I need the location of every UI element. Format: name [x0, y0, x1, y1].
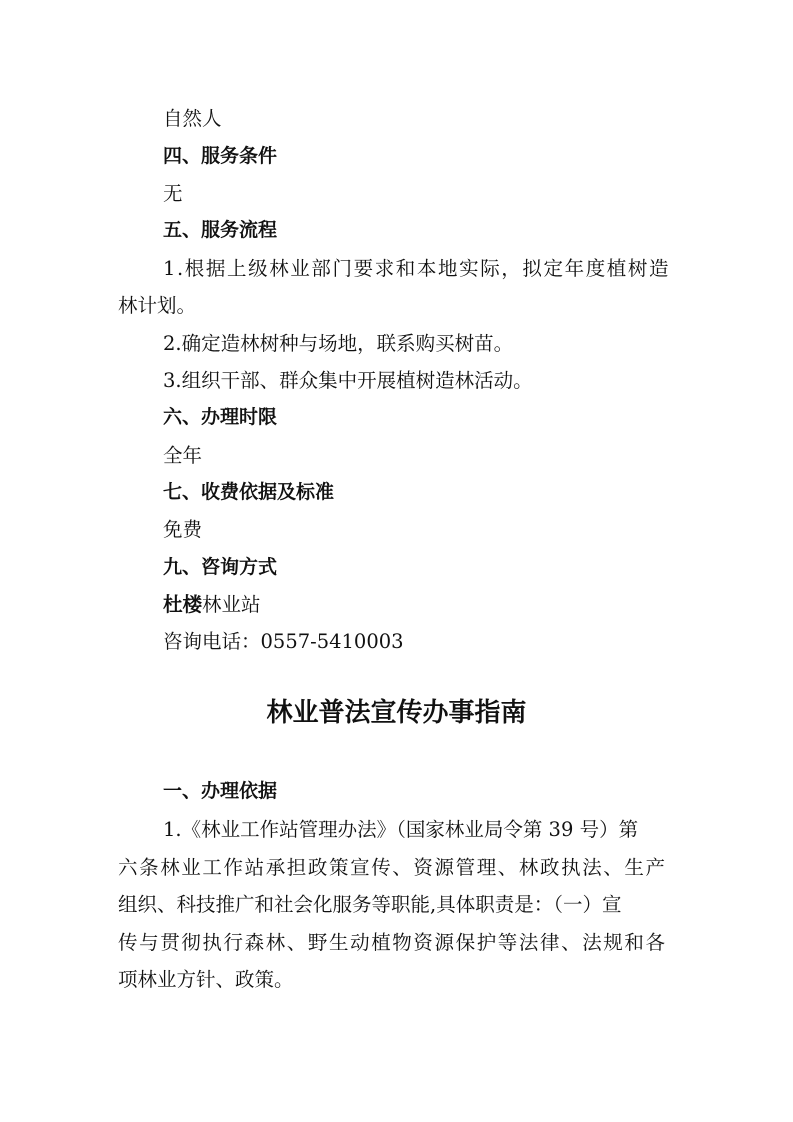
process-step-3: 3.组织干部、群众集中开展植树造林活动。: [163, 369, 533, 392]
basis-line-3: 组织、科技推广和社会化服务等职能,具体职责是：（一）宣: [118, 893, 622, 916]
basis-line-5: 项林业方针、政策。: [118, 968, 294, 991]
section-heading-time: 六、办理时限: [163, 406, 278, 428]
consult-org: [0, 586, 793, 623]
fee-text: 免费: [163, 518, 203, 541]
section-heading-fee: 七、收费依据及标准: [163, 481, 335, 503]
conditions-text: 无: [163, 182, 183, 205]
basis-line-1: 1.《林业工作站管理办法》（国家林业局令第 39 号）第: [163, 818, 639, 841]
section-heading-consult: 九、咨询方式: [163, 556, 278, 578]
consult-phone: 咨询电话：0557-5410003: [163, 630, 404, 653]
section-heading-conditions: 四、服务条件: [163, 145, 278, 167]
time-text: 全年: [163, 444, 203, 467]
consult-org-name: 杜楼: [163, 593, 203, 616]
process-step-2: 2.确定造林树种与场地，联系购买树苗。: [163, 332, 514, 355]
section-heading-basis: 一、办理依据: [163, 780, 278, 802]
process-step-1: 1.根据上级林业部门要求和本地实际，拟定年度植树造: [163, 257, 671, 280]
applicant-text: 自然人: [163, 107, 222, 130]
consult-org-suffix: 林业站: [202, 593, 261, 616]
process-step-1-cont: 林计划。: [118, 294, 197, 317]
basis-line-2: 六条林业工作站承担政策宣传、资源管理、林政执法、生产: [118, 856, 667, 879]
basis-line-4: 传与贯彻执行森林、野生动植物资源保护等法律、法规和各: [118, 931, 667, 954]
section-heading-process: 五、服务流程: [163, 219, 278, 241]
guide-title: 林业普法宣传办事指南: [266, 698, 527, 728]
